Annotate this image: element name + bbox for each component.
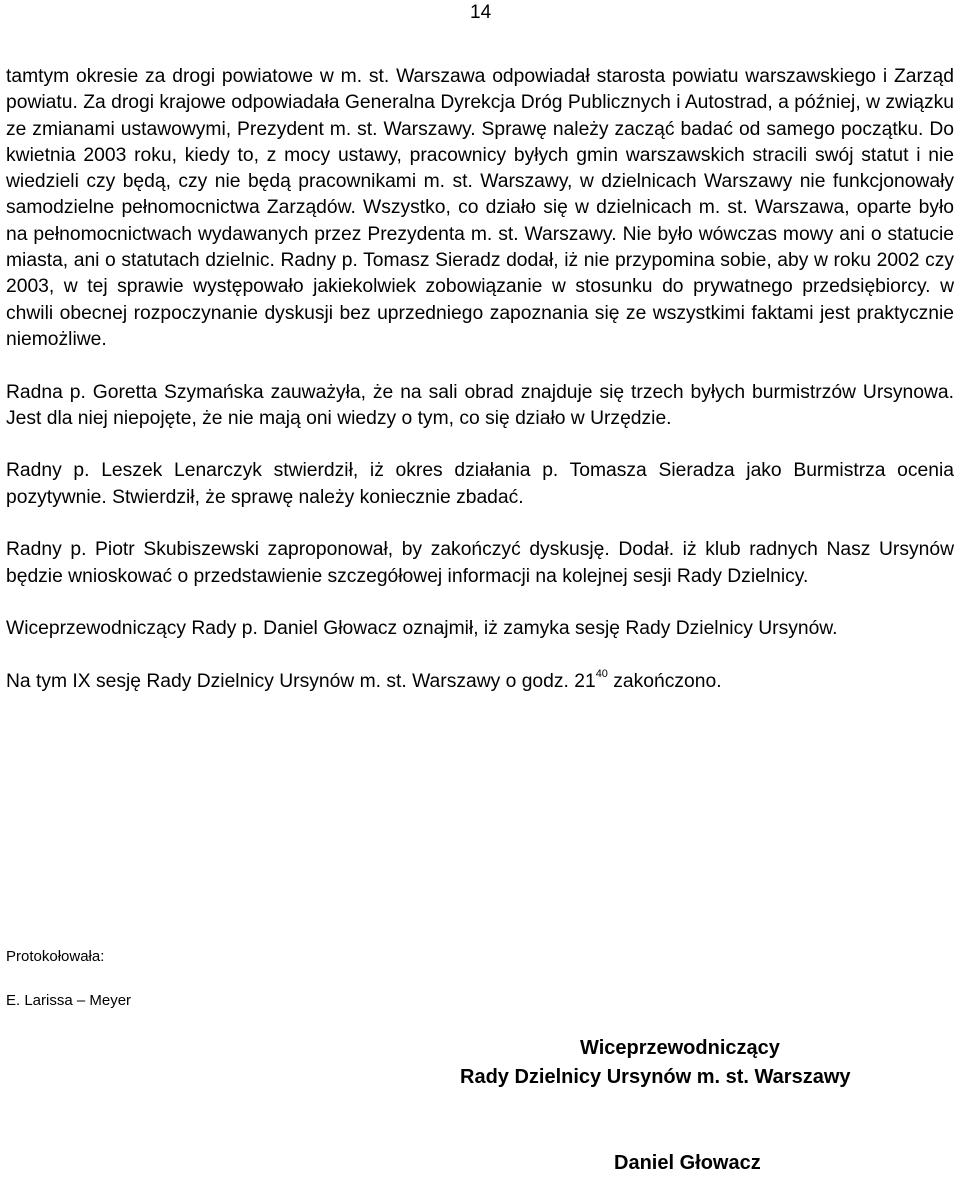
document-body — [6, 64, 954, 695]
signature-role: Wiceprzewodniczący — [580, 1037, 780, 1059]
paragraph: Radny p. Leszek Lenarczyk stwierdził, iż okres działania p. Tomasza Sieradza jako Burmistrza ocenia pozytywnie. Stwierdził, że sprawę należy koniecznie zbadać. — [6, 460, 954, 508]
closing-text: Na tym IX sesję Rady Dzielnicy Ursynów m. st. Warszawy o godz. 21 — [6, 670, 596, 692]
signature-organization: Rady Dzielnicy Ursynów m. st. Warszawy — [460, 1066, 851, 1088]
paragraph: Radny p. Piotr Skubiszewski zaproponował, by zakończyć dyskusję. Dodał. iż klub radnych Nasz Ursynów będzie wnioskować o przedstawienie szczegółowej informacji na kolejnej sesji Rady Dzielnicy. — [6, 539, 954, 587]
protocol-author: E. Larissa – Meyer — [6, 992, 132, 1009]
paragraph: tamtym okresie za drogi powiatowe w m. st. Warszawa odpowiadał starosta powiatu warszawskiego i Zarząd powiatu. Za drogi krajowe odpowiadała Generalna Dyrekcja Dróg Publicznych i Autostrad, a później, w związku ze zmianami ustawowymi, Prezydent m. st. Warszawy. Sprawę należy zacząć badać od samego początku. Do kwietnia 2003 roku, kiedy to, z mocy ustawy, pracownicy byłych gmin warszawskich stracili swój statut i nie wiedzieli czy będą, czy nie będą pracownikami m. st. Warszawy, w dzielnicach Warszawy nie funkcjonowały samodzielne pełnomocnictwa Zarządów. Wszystko, co działo się w dzielnicach m. st. Warszawa, oparte było na pełnomocnictwach wydawanych przez Prezydenta m. st. Warszawy. Nie było wówczas mowy ani o statucie miasta, ani o statutach dzielnic. Radny p. Tomasz Sieradz dodał, iż nie przypomina sobie, aby w roku 2002 czy 2003, w tej sprawie występowało jakiekolwiek zobowiązanie w stosunku do prywatnego przedsiębiorcy. w chwili obecnej rozpoczynanie dyskusji bez uprzedniego zapoznania się ze wszystkimi faktami jest praktycznie niemożliwe. — [6, 66, 954, 350]
closing-time-minutes: 40 — [595, 668, 608, 681]
closing-paragraph — [6, 669, 954, 695]
page-number: 14 — [470, 2, 492, 23]
protocol-label: Protokołowała: — [6, 948, 105, 965]
signature-name: Daniel Głowacz — [614, 1152, 761, 1174]
closing-text-end: zakończono. — [607, 670, 722, 692]
paragraph: Radna p. Goretta Szymańska zauważyła, że na sali obrad znajduje się trzech byłych burmistrzów Ursynowa. Jest dla niej niepojęte, że nie mają oni wiedzy o tym, co się działo w Urzędzie. — [6, 381, 954, 429]
paragraph: Wiceprzewodniczący Rady p. Daniel Głowacz oznajmił, iż zamyka sesję Rady Dzielnicy Ursynów. — [6, 618, 838, 640]
